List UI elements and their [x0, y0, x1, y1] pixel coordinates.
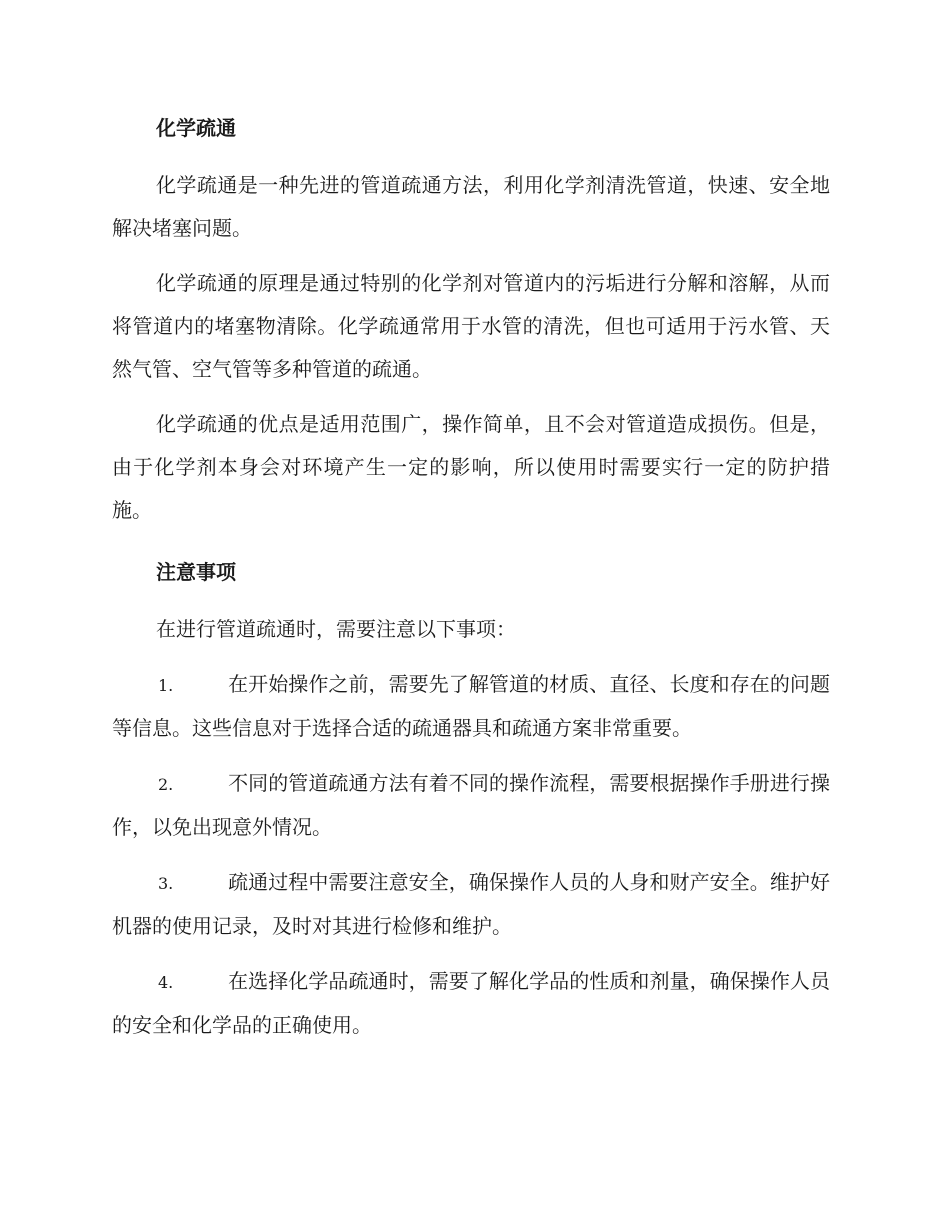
list-item — [112, 663, 830, 750]
list-item-text: 在开始操作之前，需要先了解管道的材质、直径、长度和存在的问题等信息。这些信息对于选择合适的疏通器具和疏通方案非常重要。 — [112, 672, 830, 740]
section-heading-precautions: 注意事项 — [156, 560, 236, 584]
list-item-text: 不同的管道疏通方法有着不同的操作流程，需要根据操作手册进行操作，以免出现意外情况。 — [112, 771, 830, 839]
list-item — [112, 960, 830, 1047]
list-item-text: 疏通过程中需要注意安全，确保操作人员的人身和财产安全。维护好机器的使用记录，及时对其进行检修和维护。 — [112, 870, 830, 938]
list-item-text: 在选择化学品疏通时，需要了解化学品的性质和剂量，确保操作人员的安全和化学品的正确使用。 — [112, 969, 830, 1037]
list-item — [112, 861, 830, 948]
paragraph-precautions-intro: 在进行管道疏通时，需要注意以下事项： — [156, 617, 516, 641]
list-item-number: 1. — [158, 676, 174, 695]
list-item — [112, 762, 830, 849]
paragraph-chemical-advantages: 化学疏通的优点是适用范围广，操作简单，且不会对管道造成损伤。但是，由于化学剂本身会对环境产生一定的影响，所以使用时需要实行一定的防护措施。 — [112, 412, 830, 522]
list-item-number: 4. — [158, 973, 174, 992]
list-item-number: 2. — [158, 775, 174, 794]
section-heading-chemical-dredging: 化学疏通 — [156, 116, 236, 140]
paragraph-chemical-intro: 化学疏通是一种先进的管道疏通方法，利用化学剂清洗管道，快速、安全地解决堵塞问题。 — [112, 173, 830, 240]
list-item-number: 3. — [158, 874, 174, 893]
paragraph-chemical-principle: 化学疏通的原理是通过特别的化学剂对管道内的污垢进行分解和溶解，从而将管道内的堵塞物清除。化学疏通常用于水管的清洗，但也可适用于污水管、天然气管、空气管等多种管道的疏通。 — [112, 271, 830, 381]
